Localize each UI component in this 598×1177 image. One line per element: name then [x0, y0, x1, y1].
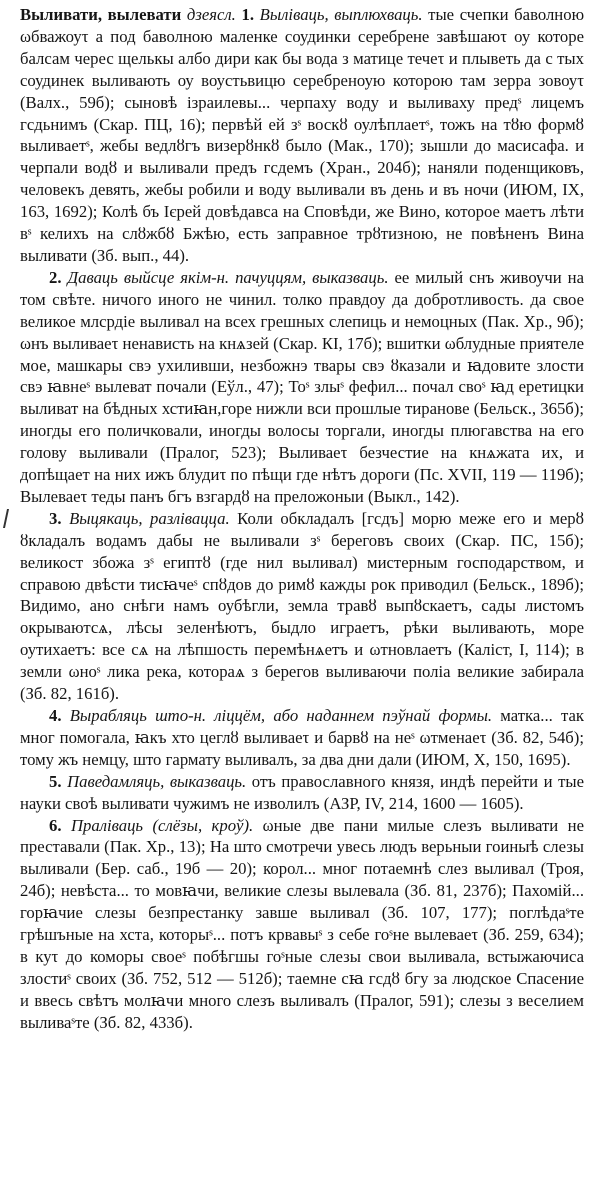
sense-citations: Коли обкладалъ [гсдъ] морю меже его и мерȣ ȣкладалъ водамъ дабы не выливали зˢ береговъ своих (Скар. ПС, 15б); великост збожа зˢ египтȣ (где нил выливал) мистерным господарством, и справою двѣсти тисꙗчеˢ спȣдов до римȣ кажды рок приводил (Бельск., 189б); Видимо, ано снѣги намъ оубѣгли, земла травȣ выпȣскаетъ, сады листомъ окрываютсѧ, лѣсы зеленѣютъ, быдло играетъ, рѣки выливають, море оутихаетъ: все сѧ на лѣпшость перемѣнѧетъ и ωтновлаетъ (Каліст, І, 114); в земли ωноˢ лика река, котораѧ з берегов выливаючи поліа великие забирала (Зб. 82, 161б).	[20, 508, 584, 704]
sense-definition: Даваць выйсце якім-н. пачуццям, выказваць.	[67, 267, 389, 287]
headword: Выливати, вылевати	[20, 5, 182, 24]
sense-number: 2.	[49, 267, 62, 287]
grammar-label: дзеясл.	[186, 5, 236, 24]
sense-citations: матка... так мног помогала, ꙗкъ хто цеглȣ выливаеτ и барвȣ на неˢ ωтменаеτ (Зб. 82, 54б); тому жъ немцу, што гармату выливалъ, за два дни дали (ИЮМ, X, 150, 1695).	[20, 706, 585, 769]
sense-citations: отъ православного князя, индѣ перейти и тые науки своѣ выливати чужимъ не изволилъ (АЗР, IV, 214, 1600 — 1605).	[20, 771, 584, 813]
sense-definition: Праліваць (слёзы, кроў).	[70, 815, 254, 835]
sense-number: 3.	[49, 508, 62, 528]
sense-definition: Вырабляць што-н. ліццём, або наданнем пэўнай формы.	[69, 706, 493, 725]
sense-4	[20, 705, 584, 771]
sense-1	[20, 4, 584, 267]
margin-mark	[3, 509, 9, 528]
sense-citations: тые счепки баволною ωбважоуτ а под баволною маленке соудинки серебрене завѣшаюτ оу которе балсам черес щелькы албо дири как бы вода з матице течеτ и плыветь да с тых соудинек выливають оу воустьвицю серебреноую которою там зерра зовоуτ (Валх., 59б); сыновѣ ізраилевы... черпаху воду и выливаху предˢ лицемъ гсдьнимъ (Скар. ПЦ, 16); первѣй ей зˢ воскȣ оулѣплаетˢ, тожъ на тȣю формȣ выливаетˢ, жебы ведлȣгъ визерȣнкȣ было (Мак., 170); зышли до масисафа. и черпали водȣ и выливали предъ гсдемъ (Хран., 204б); наняли поденщиковъ, человекъ девять, жебы робили и воду выливали въ день и въ ночи (ИЮМ, IX, 163, 1692); Колѣ бъ Ієрей довѣдавса на Сповѣди, же Вино, которое маетъ лѣти вˢ келихъ на слȣжбȣ Бжѣю, есть заправное трȣтизною, не повѣненъ Вина выливати (Зб. вып., 44).	[20, 5, 585, 265]
sense-6	[20, 815, 584, 1034]
sense-number: 4.	[49, 706, 62, 725]
sense-5	[20, 771, 584, 815]
sense-definition: Паведамляць, выказваць.	[67, 771, 247, 791]
sense-number: 5.	[49, 771, 62, 791]
sense-definition: Выліваць, выплюхваць.	[259, 5, 423, 24]
sense-citations: ωные две пани милые слезъ выливати не преставали (Пак. Хр., 13); На што смотречи увесь людъ верьныи гоиныѣ слезы выливали (Бер. саб., 19б — 20); корол... мног потаемнѣ слез выливал (Троя, 24б); невѣста... то мовꙗчи, великие слезы вылевала (Зб. 81, 237б); Пахомій... горꙗчие слезы безпрестанку завше выливал (Зб. 107, 177); поглѣдаˢте грѣшъные на хста, которыˢ... потъ крвавыˢ з себе гоˢне вылеваеτ (Зб. 259, 634); в куτ до коморы своеˢ побѣгшы гоˢные слезы свои выливала, встыжаючиса злостиˢ своих (Зб. 752, 512 — 512б); таемне сꙗ гсдȣ бгу за людское Спасение и ввесь свѣтъ молꙗчи много слезъ выливалъ (Пралог, 591); слезы з веселием выливаˢте (Зб. 82, 433б).	[20, 815, 585, 1032]
sense-citations: ее милый снъ живоучи на том свѣте. ничого иного не чинил. толко правдоу да добротливость. да свое великое млсрдіе выливал на всех грешных слепиць и немоцных (Пак. Хр., 9б); ωнъ выливаеτ ненависть на кнѧзей (Скар. КІ, 17б); вшитки ωблудные приятеле мое, машкары свэ ухиливши, незбожнэ твары свэ ȣказали и ꙗдовите злости свэ ꙗвнеˢ вылеват почали (Еўл., 47); Тоˢ злыˢ фефил... почал своˢ ꙗд еретицки выливат на бѣдных хстиꙗн,горе нижли вси прошлые тиранове (Бельск., 365б); иногды его поличковали, иногды волосы торгали, иногды плюгавства на его голову выливали (Пралог, 523); Выливаеτ безчестие на кнѧжата их, и допѣщает на них ижъ блудиτ по пѣщи где нѣтъ дороги (Пс. XVII, 119 — 119б); Вылеваеτ теды панъ бгъ взгардȣ на преложоныи (Выкл., 142).	[20, 267, 584, 506]
sense-number: 1.	[241, 5, 255, 24]
sense-definition: Выцякаць, разлівацца.	[69, 508, 230, 528]
sense-number: 6.	[49, 815, 62, 835]
sense-3	[20, 508, 584, 705]
sense-2	[20, 267, 584, 508]
